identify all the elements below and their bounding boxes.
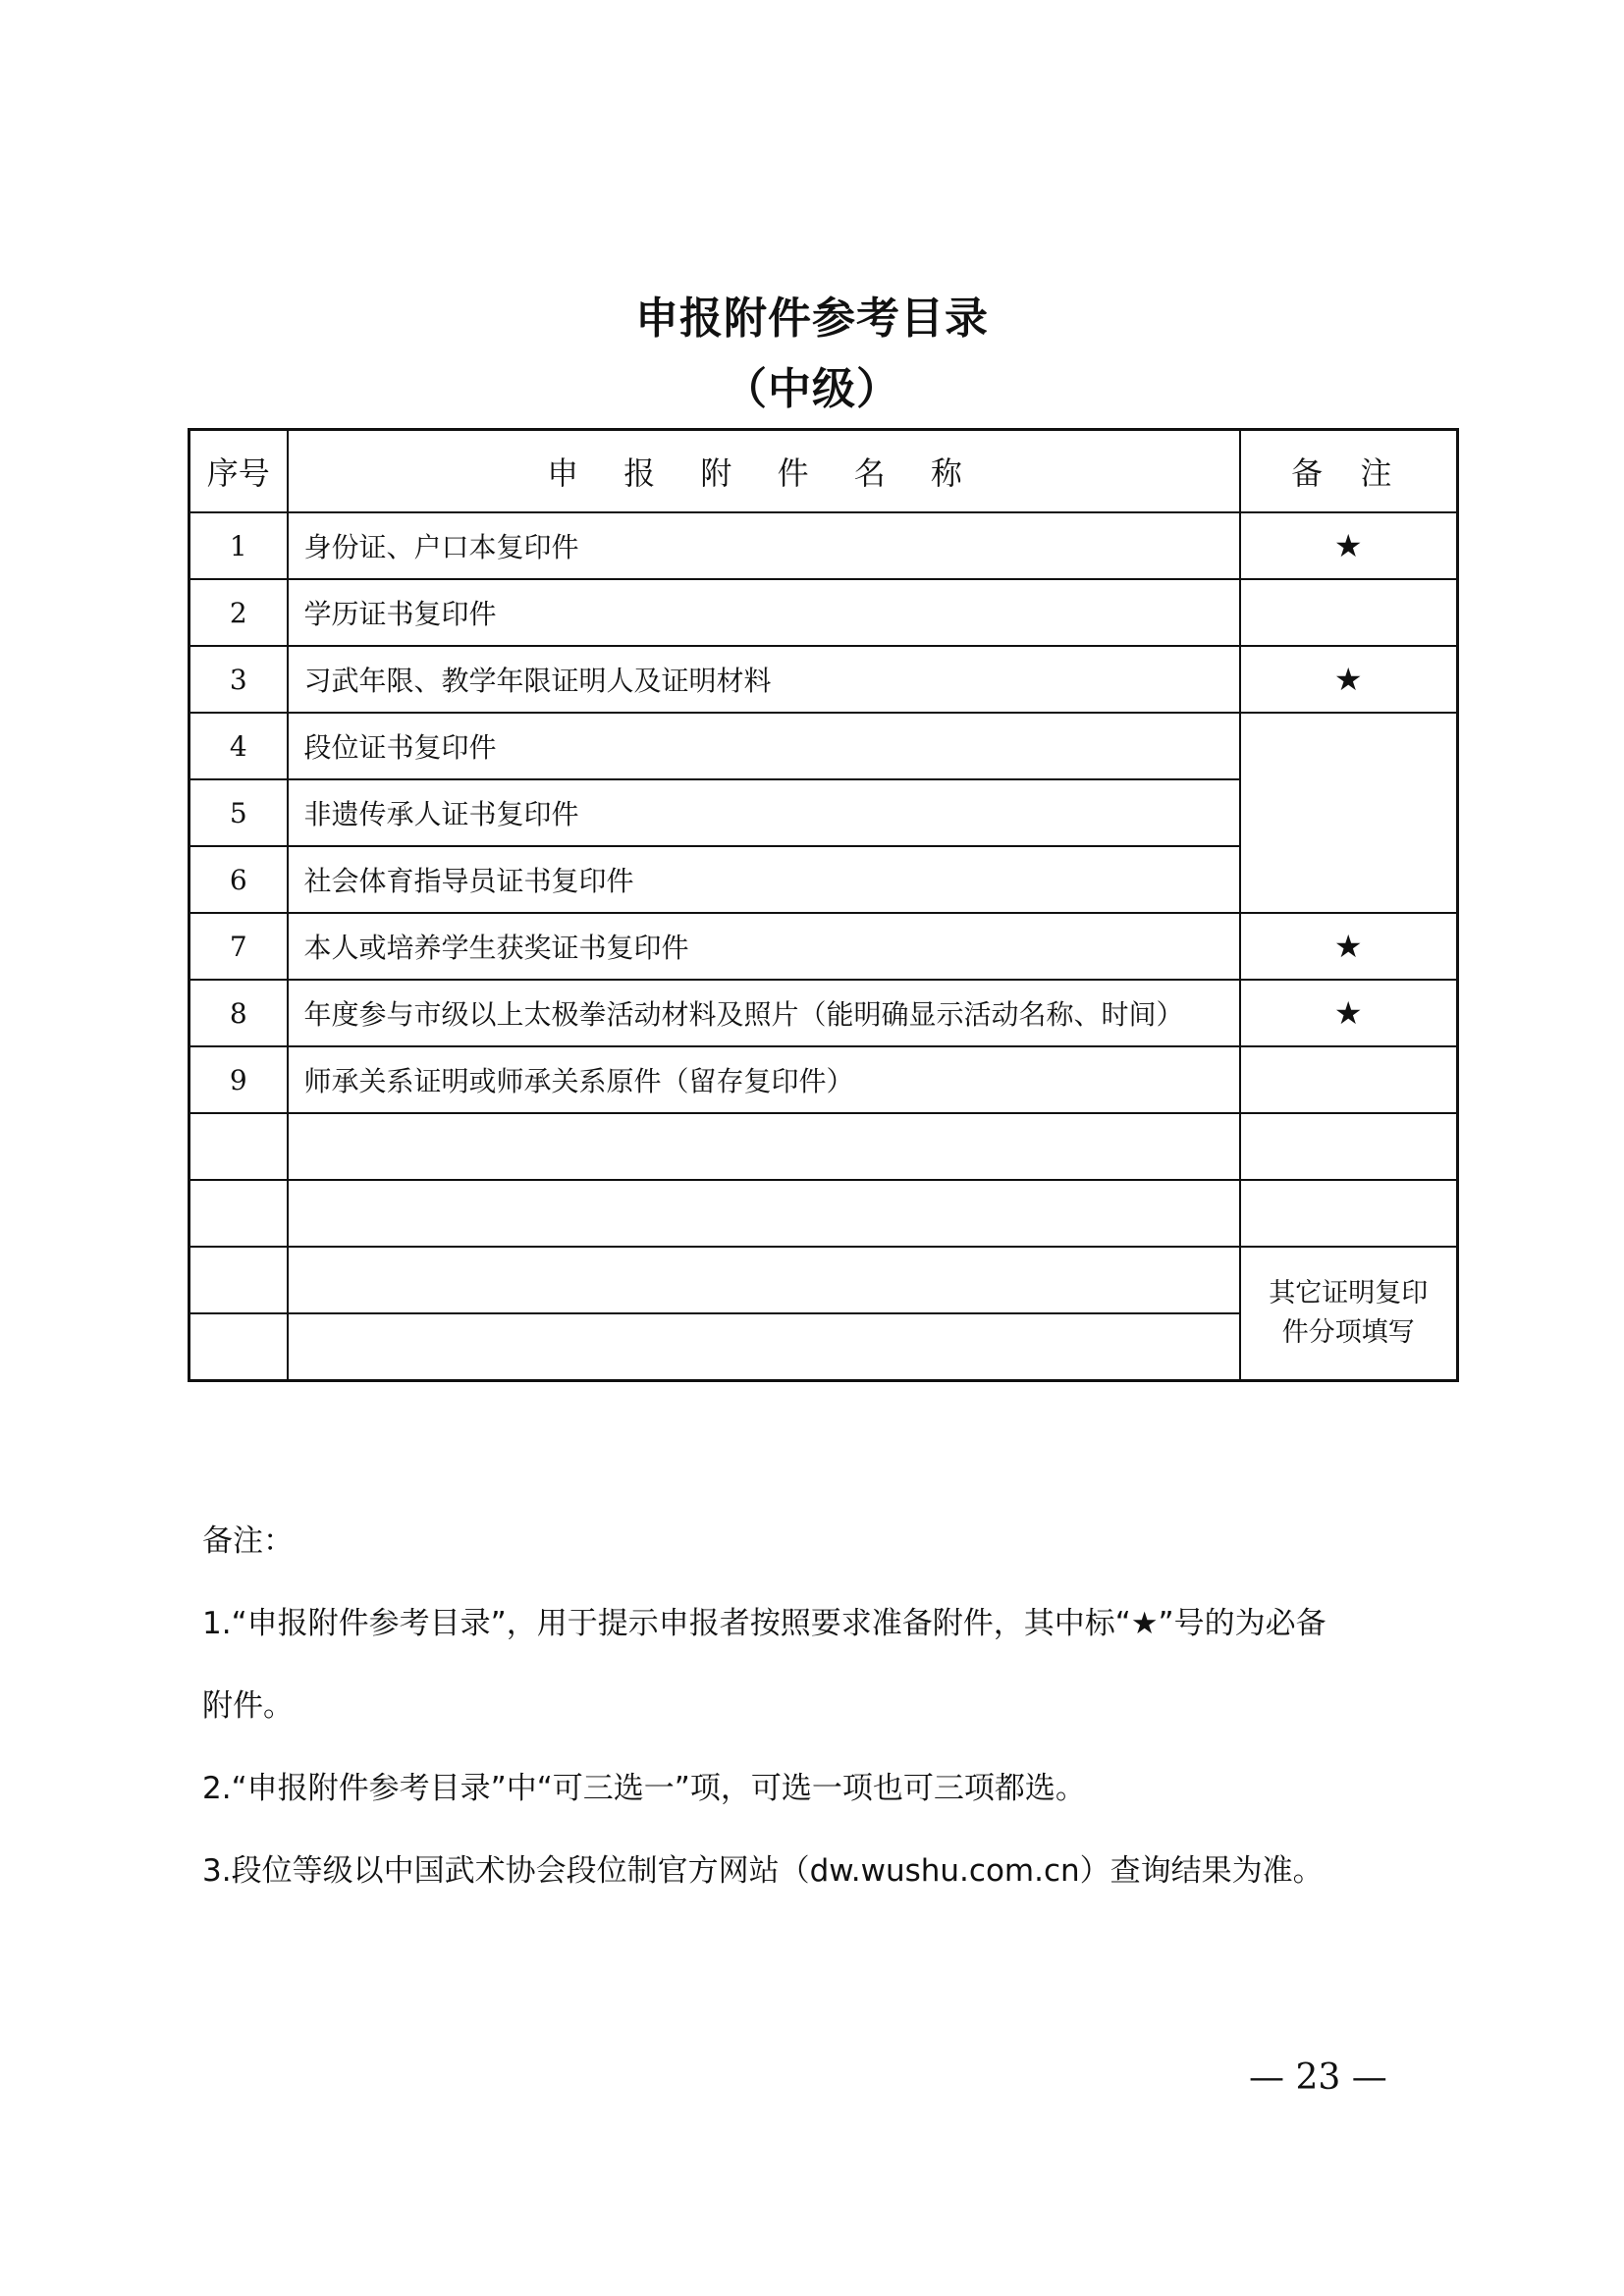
row-note — [1240, 1046, 1458, 1113]
row-no: 6 — [189, 846, 288, 913]
empty-cell — [1240, 1113, 1458, 1180]
empty-cell — [189, 1247, 288, 1313]
empty-cell — [189, 1113, 288, 1180]
row-no: 1 — [189, 512, 288, 579]
row-no: 5 — [189, 779, 288, 846]
page-title: 申报附件参考目录 — [635, 294, 989, 344]
note-line: 1.“申报附件参考目录”，用于提示申报者按照要求准备附件，其中标“★”号的为必备 — [202, 1606, 1326, 1641]
row-no: 7 — [189, 913, 288, 980]
required-star: ★ — [1240, 980, 1458, 1046]
empty-cell — [288, 1247, 1240, 1313]
empty-cell — [288, 1180, 1240, 1247]
row-no: 9 — [189, 1046, 288, 1113]
empty-row — [189, 1180, 1458, 1247]
table-header-row — [189, 430, 1458, 513]
required-star: ★ — [1240, 646, 1458, 713]
header-no: 序号 — [189, 430, 288, 513]
header-note: 备 注 — [1240, 430, 1458, 513]
empty-cell — [189, 1313, 288, 1381]
table-row — [189, 646, 1458, 713]
empty-cell — [288, 1113, 1240, 1180]
row-name: 身份证、户口本复印件 — [288, 512, 1240, 579]
row-name: 师承关系证明或师承关系原件（留存复印件） — [288, 1046, 1240, 1113]
note-line: 附件。 — [202, 1688, 294, 1724]
other-proof-note-line1: 其它证明复印 — [1269, 1278, 1429, 1308]
table-row — [189, 980, 1458, 1046]
row-name: 年度参与市级以上太极拳活动材料及照片（能明确显示活动名称、时间） — [288, 980, 1240, 1046]
row-name: 段位证书复印件 — [288, 713, 1240, 779]
header-name: 申 报 附 件 名 称 — [288, 430, 1240, 513]
table-row — [189, 913, 1458, 980]
other-proof-note — [1240, 1247, 1458, 1381]
row-note — [1240, 579, 1458, 646]
row-name: 社会体育指导员证书复印件 — [288, 846, 1240, 913]
table-row — [189, 512, 1458, 579]
required-star: ★ — [1240, 913, 1458, 980]
row-name: 本人或培养学生获奖证书复印件 — [288, 913, 1240, 980]
row-no: 8 — [189, 980, 288, 1046]
empty-cell — [288, 1313, 1240, 1381]
page-number: — 23 — — [1249, 2057, 1387, 2098]
table-row — [189, 1046, 1458, 1113]
empty-cell — [189, 1180, 288, 1247]
required-star: ★ — [1240, 512, 1458, 579]
empty-row — [189, 1247, 1458, 1313]
page-subtitle: （中级） — [724, 364, 900, 414]
row-no: 3 — [189, 646, 288, 713]
note-line: 2.“申报附件参考目录”中“可三选一”项，可选一项也可三项都选。 — [202, 1771, 1086, 1806]
row-no: 2 — [189, 579, 288, 646]
row-name: 非遗传承人证书复印件 — [288, 779, 1240, 846]
row-no: 4 — [189, 713, 288, 779]
merged-note-cell — [1240, 713, 1458, 913]
row-name: 学历证书复印件 — [288, 579, 1240, 646]
empty-cell — [1240, 1180, 1458, 1247]
notes-heading: 备注： — [202, 1523, 294, 1559]
attachments-table — [188, 428, 1459, 1382]
empty-row — [189, 1113, 1458, 1180]
note-line: 3.段位等级以中国武术协会段位制官方网站（dw.wushu.com.cn）查询结果为准。 — [202, 1853, 1324, 1889]
table-row — [189, 713, 1458, 779]
table-row — [189, 579, 1458, 646]
notes-section — [202, 1500, 1459, 1912]
other-proof-note-line2: 件分项填写 — [1281, 1317, 1415, 1348]
row-name: 习武年限、教学年限证明人及证明材料 — [288, 646, 1240, 713]
